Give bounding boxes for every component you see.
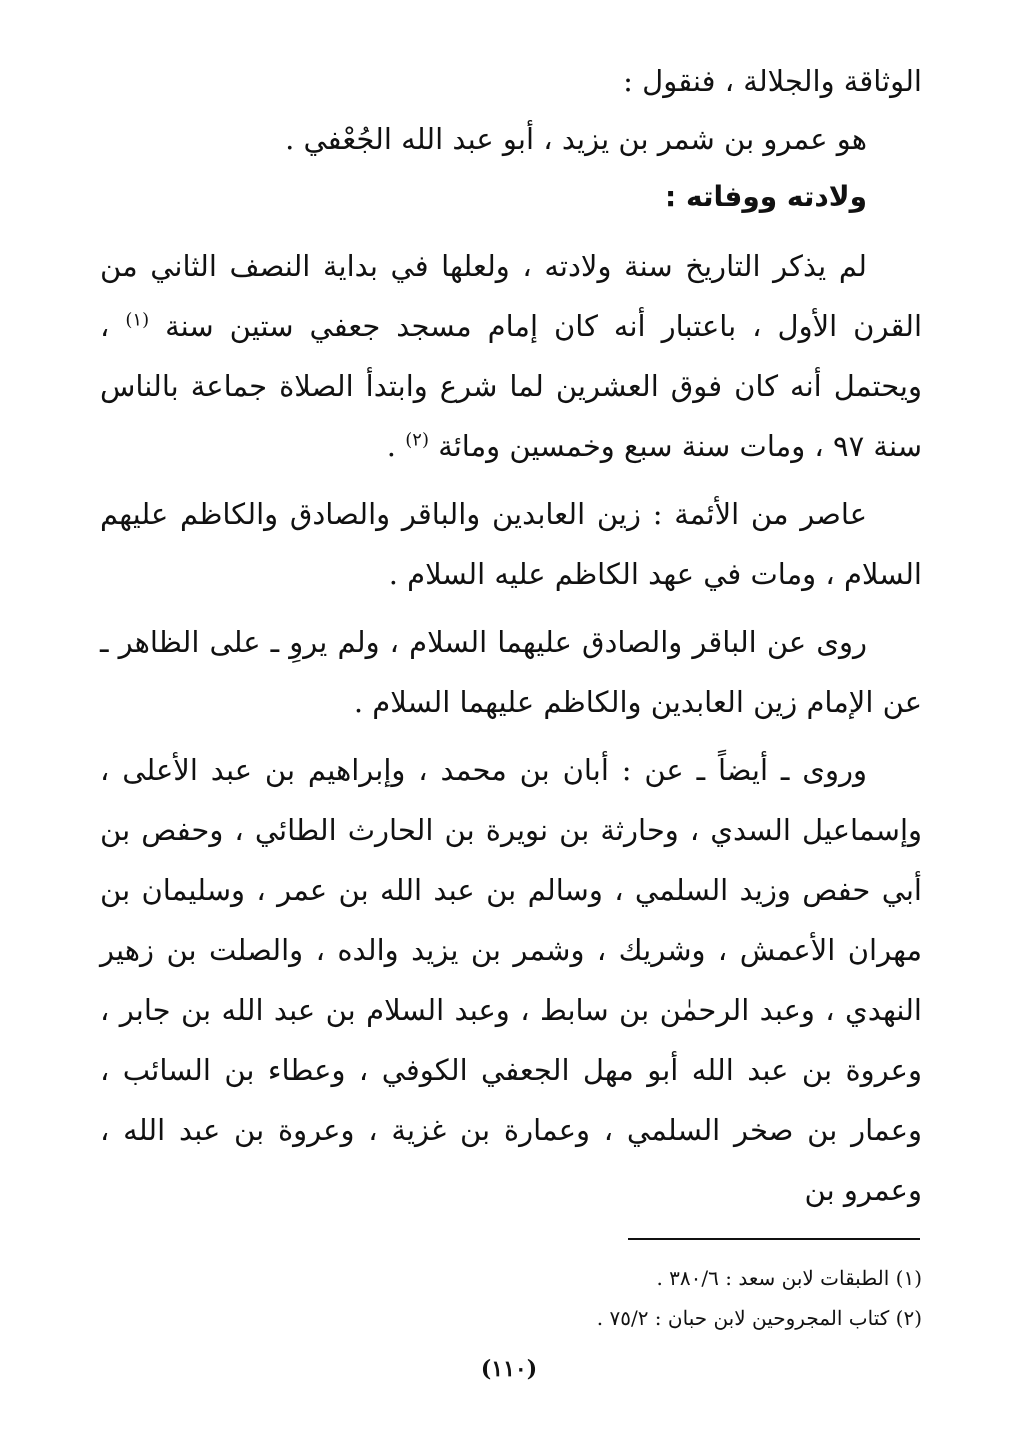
footnote-2: (٢) كتاب المجروحين لابن حبان : ٧٥/٢ . <box>596 1306 922 1330</box>
paragraph-contemporaries: عاصر من الأئمة : زين العابدين والباقر والصادق والكاظم عليهم السلام ، ومات في عهد الكاظم عليه السلام . <box>100 497 922 591</box>
intro-line: الوثاقة والجلالة ، فنقول : <box>623 64 922 98</box>
footnote-1: (١) الطبقات لابن سعد : ٣٨٠/٦ . <box>656 1266 922 1290</box>
name-line: هو عمرو بن شمر بن يزيد ، أبو عبد الله الجُعْفي . <box>285 122 867 156</box>
footnote-reference-2[interactable]: (٢) <box>405 429 429 451</box>
page-number: (١١٠) <box>480 1356 538 1382</box>
paragraph-text: . <box>386 429 406 463</box>
page-body <box>100 52 922 1228</box>
paragraph-birth-death <box>100 236 922 476</box>
paragraph-narrations: روى عن الباقر والصادق عليهما السلام ، ولم يروِ ـ على الظاهر ـ عن الإمام زين العابدين والكاظم عليهما السلام . <box>100 625 922 719</box>
section-heading: ولادته ووفاته : <box>665 180 867 213</box>
paragraph-text: لم يذكر التاريخ سنة ولادته ، ولعلها في بداية النصف الثاني من القرن الأول ، باعتبار أنه كان إمام مسجد جعفي ستين سنة <box>100 249 923 343</box>
footnotes <box>322 1258 922 1338</box>
paragraph-text: ، ويحتمل أنه كان فوق العشرين لما شرع وابتدأ الصلاة جماعة بالناس سنة ٩٧ ، ومات سنة سبع وخمسين ومائة <box>100 309 922 463</box>
footnote-reference-1[interactable]: (١) <box>125 309 150 331</box>
footnote-divider <box>628 1238 920 1240</box>
paragraph-teachers: وروى ـ أيضاً ـ عن : أبان بن محمد ، وإبراهيم بن عبد الأعلى ، وإسماعيل السدي ، وحارثة بن نويرة بن الحارث الطائي ، وحفص بن أبي حفص وزيد السلمي ، وسالم بن عبد الله بن عمر ، وسليمان بن مهران الأعمش ، وشريك ، وشمر بن يزيد والده ، والصلت بن زهير النهدي ، وعبد الرحمٰن بن سابط ، وعبد السلام بن عبد الله بن جابر ، وعروة بن عبد الله أبو مهل الجعفي الكوفي ، وعطاء بن السائب ، وعمار بن صخر السلمي ، وعمارة بن غزية ، وعروة بن عبد الله ، وعمرو بن <box>100 753 922 1207</box>
